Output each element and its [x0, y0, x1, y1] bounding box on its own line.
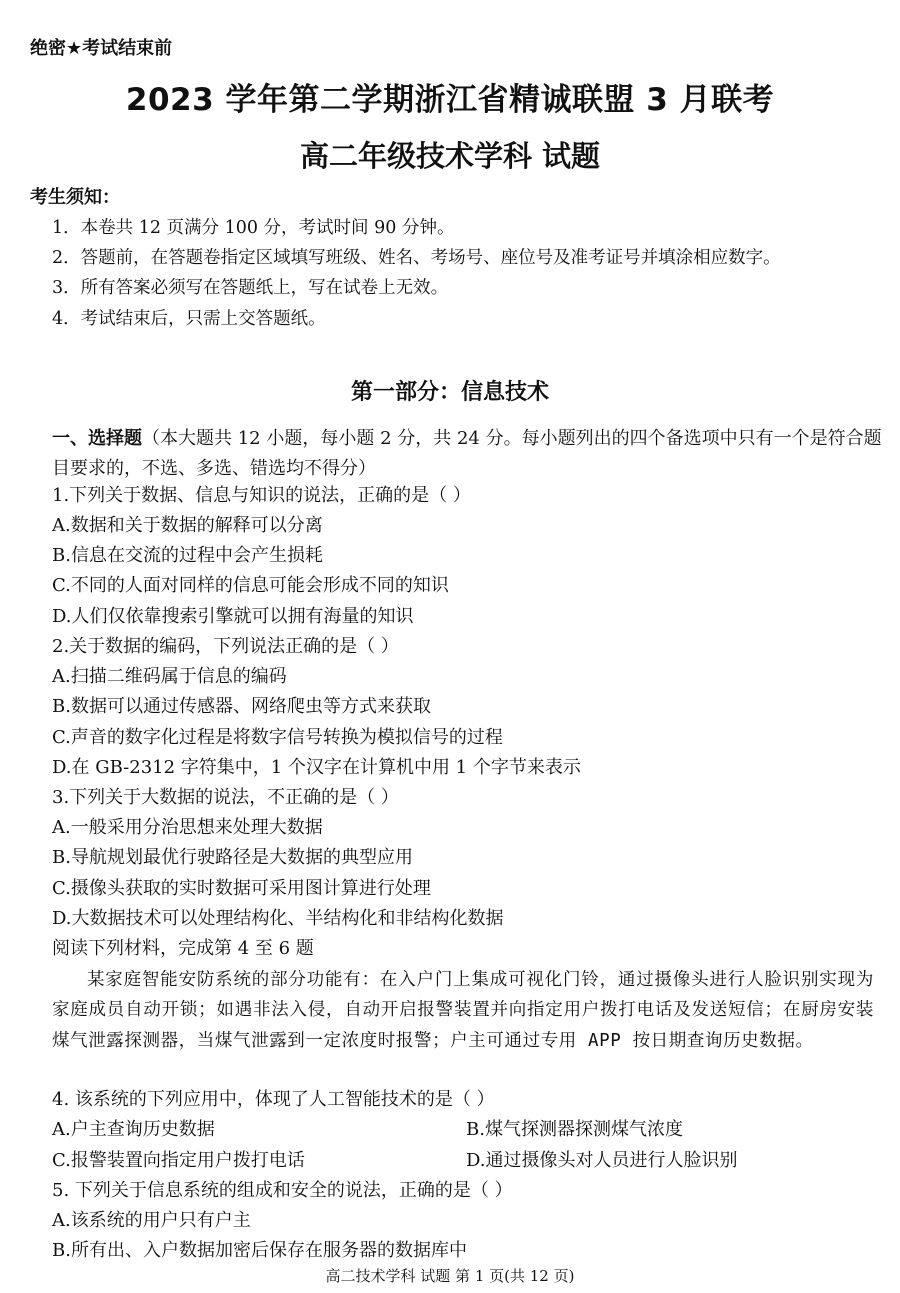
exam-title: 2023 学年第二学期浙江省精诚联盟 3 月联考: [125, 82, 775, 118]
question-4-option-d: D.通过摄像头对人员进行人脸识别: [466, 1150, 738, 1171]
exam-subtitle: 高二年级技术学科 试题: [299, 139, 601, 173]
notice-item: 4．考试结束后，只需上交答题纸。: [52, 309, 326, 329]
question-2-option-a: A.扫描二维码属于信息的编码: [52, 666, 287, 687]
notice-heading: 考生须知：: [30, 187, 120, 208]
material-intro: 阅读下列材料，完成第 4 至 6 题: [52, 938, 314, 959]
question-3-option-d: D.大数据技术可以处理结构化、半结构化和非结构化数据: [52, 908, 504, 929]
confidential-mark: 绝密★考试结束前: [30, 38, 173, 59]
question-4-option-b: B.煤气探测器探测煤气浓度: [466, 1119, 683, 1140]
material-paragraph: 某家庭智能安防系统的部分功能有：在入户门上集成可视化门铃，通过摄像头进行人脸识别实现为家庭成员自动开锁；如遇非法入侵，自动开启报警装置并向指定用户拨打电话及发送短信；在厨房安装煤气泄露探测器，当煤气泄露到一定浓度时报警；户主可通过专用 APP 按日期查询历史数据。: [52, 970, 874, 1051]
question-1-option-c: C.不同的人面对同样的信息可能会形成不同的知识: [52, 575, 449, 596]
question-5-stem: 5. 下列关于信息系统的组成和安全的说法，正确的是（ ）: [52, 1180, 513, 1201]
section-heading: [52, 424, 882, 484]
notice-item: 2．答题前，在答题卷指定区域填写班级、姓名、考场号、座位号及准考证号并填涂相应数字。: [52, 248, 781, 268]
question-5-option-b: B.所有出、入户数据加密后保存在服务器的数据库中: [52, 1240, 467, 1261]
question-3-stem: 3.下列关于大数据的说法，不正确的是（ ）: [52, 787, 399, 808]
question-1-option-d: D.人们仅依靠搜索引擎就可以拥有海量的知识: [52, 606, 414, 627]
part-title: 第一部分：信息技术: [350, 380, 549, 405]
question-4-option-a: A.户主查询历史数据: [52, 1119, 215, 1140]
question-1-option-a: A.数据和关于数据的解释可以分离: [52, 515, 323, 536]
question-1-stem: 1.下列关于数据、信息与知识的说法，正确的是（ ）: [52, 485, 471, 506]
question-4-option-c: C.报警装置向指定用户拨打电话: [52, 1150, 305, 1171]
question-5-option-a: A.该系统的用户只有户主: [52, 1210, 251, 1231]
notice-item: 3．所有答案必须写在答题纸上，写在试卷上无效。: [52, 278, 449, 298]
question-1-option-b: B.信息在交流的过程中会产生损耗: [52, 545, 323, 566]
question-3-option-b: B.导航规划最优行驶路径是大数据的典型应用: [52, 847, 413, 868]
question-3-option-c: C.摄像头获取的实时数据可采用图计算进行处理: [52, 878, 431, 899]
section-description: （本大题共 12 小题，每小题 2 分，共 24 分。每小题列出的四个备选项中只有一个是符合题目要求的，不选、多选、错选均不得分）: [52, 428, 882, 479]
page-footer: 高二技术学科 试题 第 1 页(共 12 页): [325, 1267, 575, 1285]
notice-item: 1．本卷共 12 页满分 100 分，考试时间 90 分钟。: [52, 218, 455, 238]
question-2-option-d: D.在 GB-2312 字符集中，1 个汉字在计算机中用 1 个字节来表示: [52, 757, 581, 778]
question-2-option-b: B.数据可以通过传感器、网络爬虫等方式来获取: [52, 696, 431, 717]
question-3-option-a: A.一般采用分治思想来处理大数据: [52, 817, 323, 838]
question-2-option-c: C.声音的数字化过程是将数字信号转换为模拟信号的过程: [52, 727, 503, 748]
question-2-stem: 2.关于数据的编码，下列说法正确的是（ ）: [52, 636, 399, 657]
section-label: 一、选择题: [52, 428, 142, 449]
question-4-stem: 4. 该系统的下列应用中，体现了人工智能技术的是（ ）: [52, 1089, 495, 1110]
